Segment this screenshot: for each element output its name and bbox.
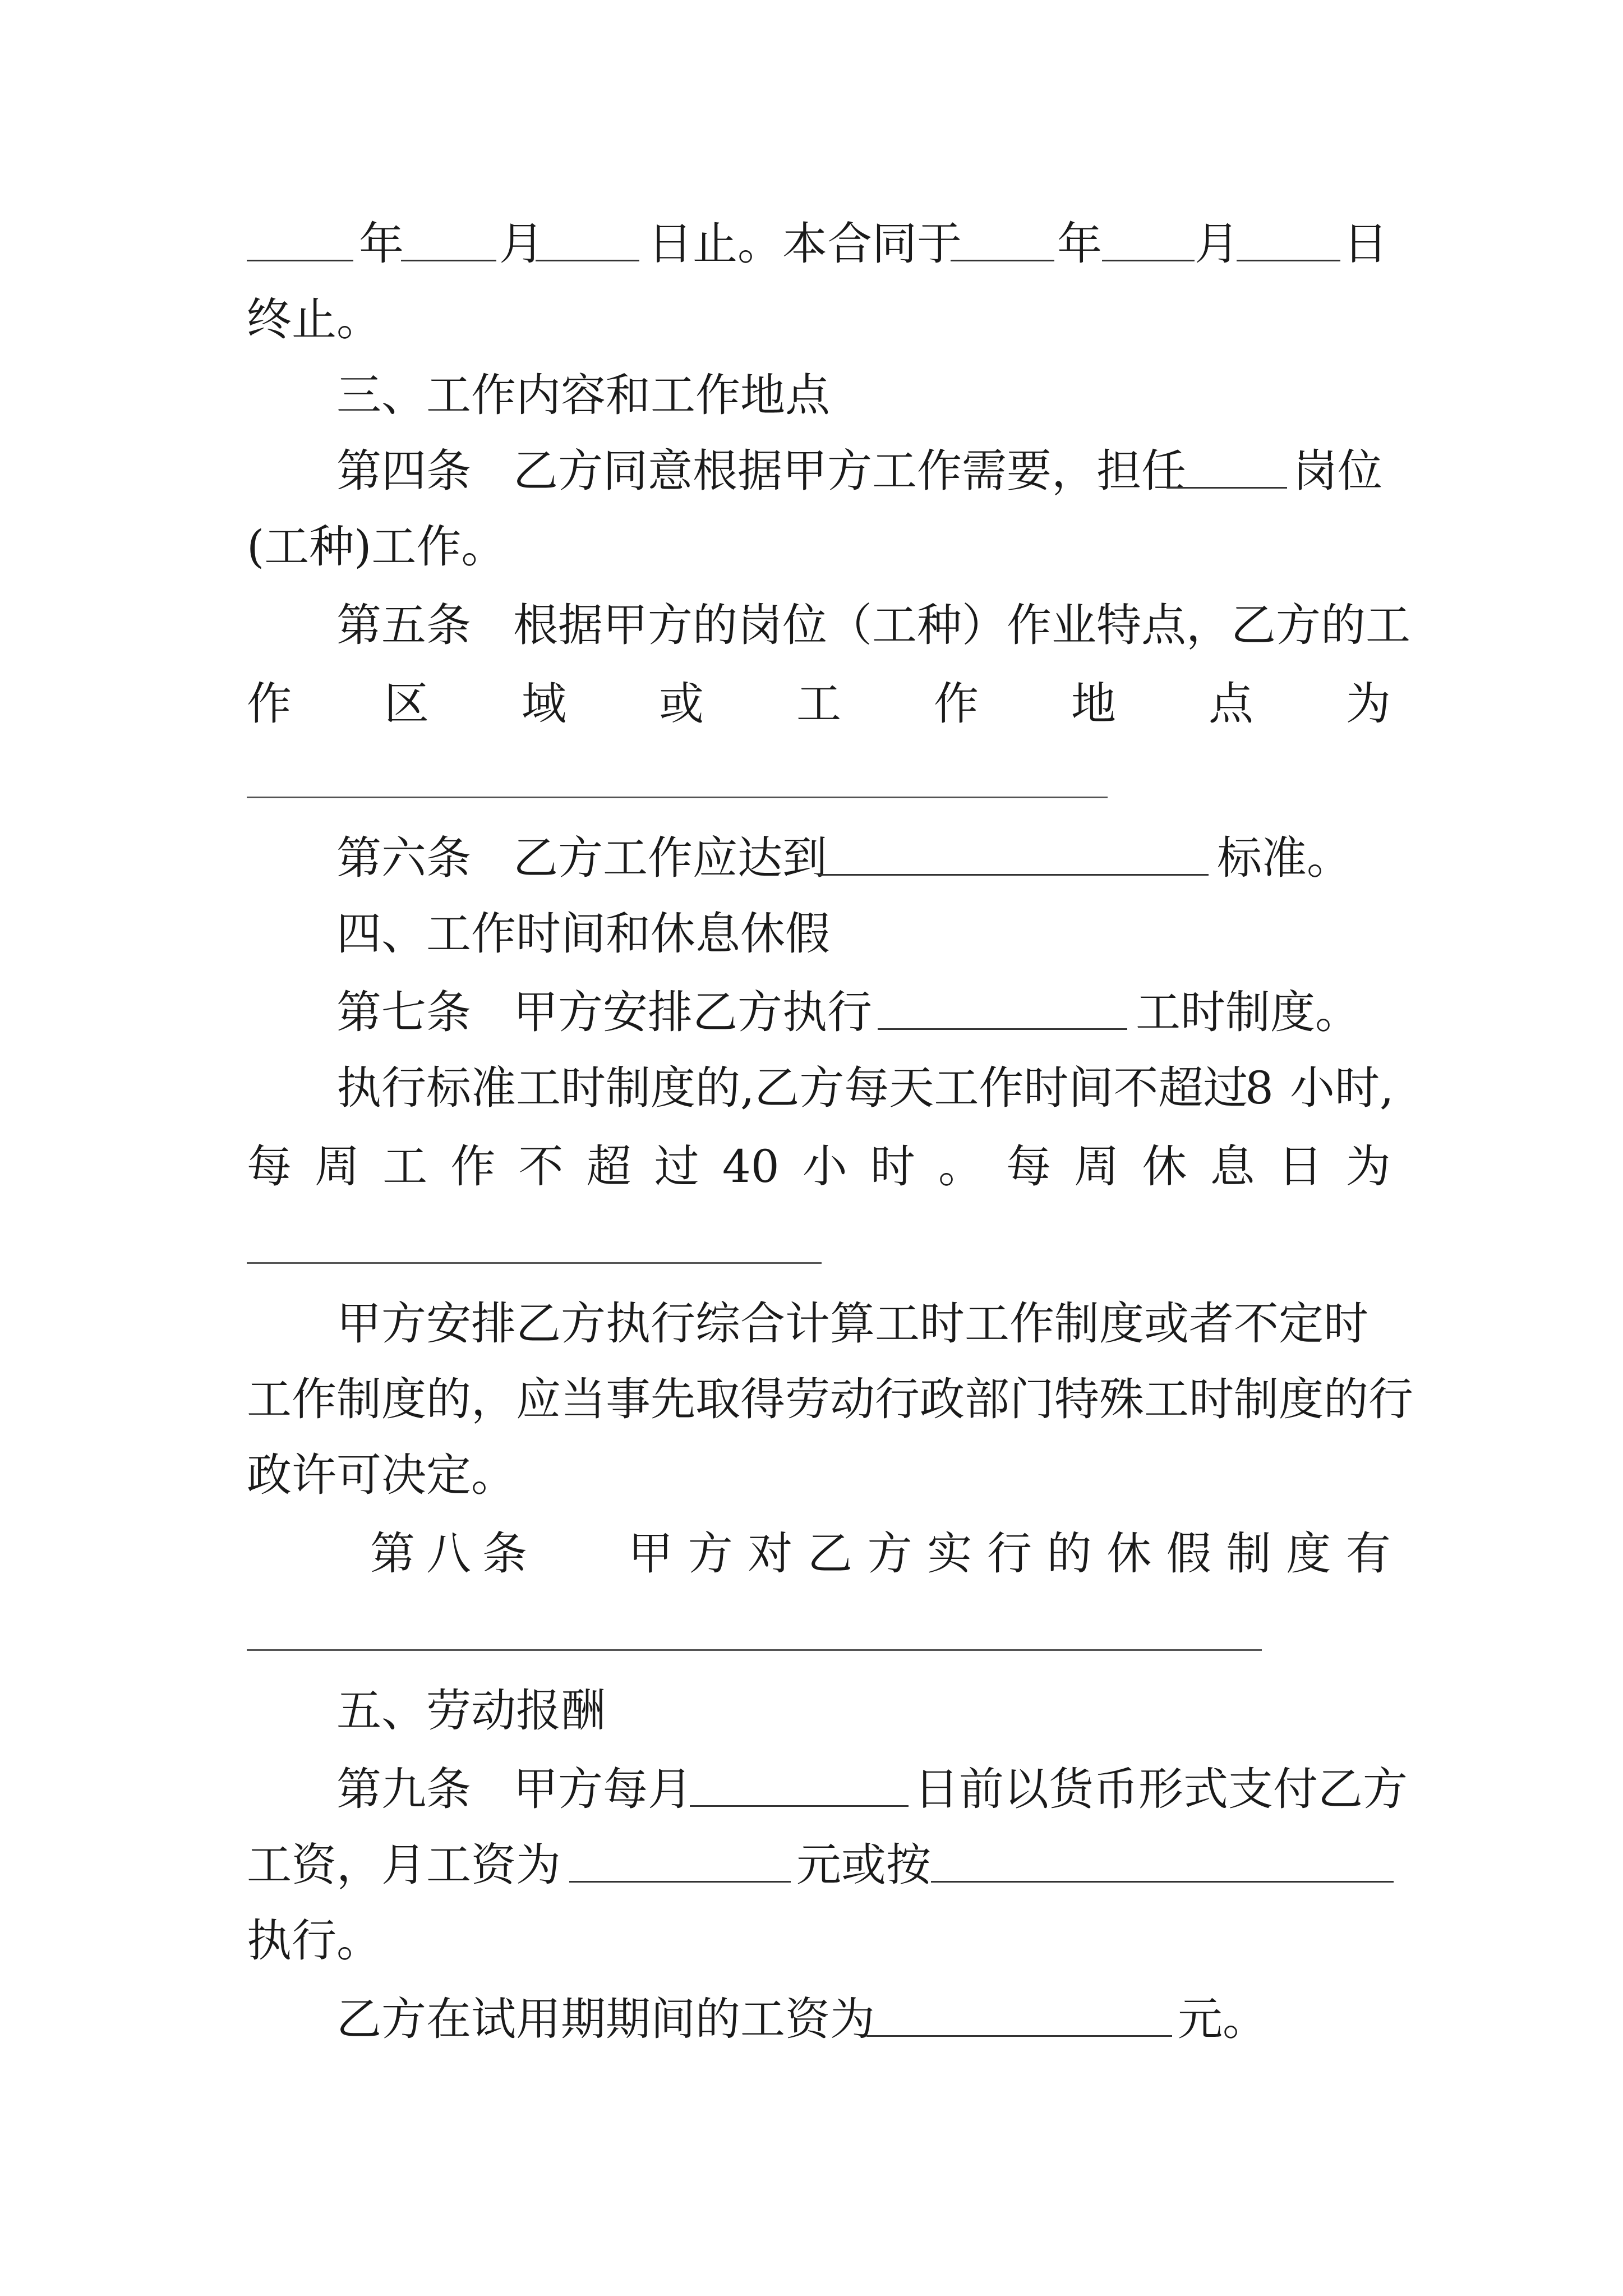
month-label-2: 月 — [1195, 218, 1239, 270]
salary-unit-text: 元或按 — [796, 1839, 931, 1891]
spread-char: 小 — [802, 1140, 847, 1193]
spread-char: 作 — [247, 678, 292, 730]
spread-char: 每 — [247, 1140, 292, 1193]
spread-char: 作 — [934, 678, 979, 730]
spread-char: 为 — [1345, 1140, 1391, 1193]
article-9-text-2: 日前以货币形式支付乙方 — [914, 1763, 1408, 1815]
section-5-title: 五、劳动报酬 — [336, 1685, 606, 1737]
blank-year[interactable] — [247, 260, 353, 261]
day-end-text: 日止。本合同于 — [648, 218, 962, 270]
hours-unit: 小时, — [1290, 1062, 1394, 1114]
blank-salary-basis[interactable] — [931, 1881, 1394, 1883]
spread-char: 点 — [1209, 678, 1253, 730]
spread-char: 时 — [870, 1140, 915, 1193]
spread-char: 制 — [1226, 1527, 1271, 1580]
article-7-label: 第七条 — [336, 986, 471, 1038]
article-4-text-2: 岗位 — [1293, 445, 1382, 497]
blank-year-2[interactable] — [951, 260, 1054, 261]
termination-text: 终止。 — [247, 293, 381, 346]
special-hours-text-1: 甲方安排乙方执行综合计算工时工作制度或者不定时 — [336, 1297, 1368, 1350]
spread-char: 或 — [659, 678, 704, 730]
spread-char: 工 — [382, 1140, 428, 1193]
spread-char: 的 — [1046, 1527, 1092, 1580]
spread-char: 行 — [986, 1527, 1032, 1580]
blank-pay-day[interactable] — [690, 1805, 909, 1807]
spread-char: 方 — [688, 1527, 733, 1580]
blank-day[interactable] — [536, 260, 639, 261]
blank-position[interactable] — [1166, 487, 1287, 489]
blank-work-location[interactable] — [247, 797, 1108, 798]
spread-char: 休 — [1142, 1140, 1187, 1193]
spread-char: 为 — [1346, 678, 1391, 730]
spread-char: 方 — [867, 1527, 912, 1580]
year-label-2: 年 — [1057, 218, 1102, 270]
month-label: 月 — [499, 218, 544, 270]
section-3-title: 三、工作内容和工作地点 — [336, 369, 830, 421]
special-hours-text-3: 政许可决定。 — [247, 1449, 516, 1501]
spread-char: 条 — [482, 1527, 527, 1580]
article-8-label — [370, 1520, 527, 1588]
spread-char: 作 — [450, 1140, 496, 1193]
spread-char: 日 — [1278, 1140, 1323, 1193]
blank-work-standard[interactable] — [819, 874, 1209, 876]
spread-char: 。 — [938, 1140, 984, 1193]
spread-char: 第 — [370, 1527, 415, 1580]
spread-char: 度 — [1286, 1527, 1331, 1580]
section-4-title: 四、工作时间和休息休假 — [336, 908, 830, 960]
day-label-2: 日 — [1343, 218, 1388, 270]
article-9-label: 第九条 — [336, 1763, 471, 1815]
standard-hours-text: 执行标准工时制度的,乙方每天工作时间不超过 — [336, 1062, 1248, 1114]
probation-salary-unit: 元。 — [1178, 1993, 1267, 2045]
spread-char: 区 — [384, 678, 429, 730]
article-5-text: 根据甲方的岗位（工种）作业特点，乙方的工 — [513, 599, 1410, 651]
spread-char: 乙 — [807, 1527, 852, 1580]
blank-rest-day[interactable] — [247, 1262, 822, 1264]
article-6-label: 第六条 — [336, 832, 471, 884]
special-hours-text-2: 工作制度的，应当事先取得劳动行政部门特殊工时制度的行 — [247, 1373, 1413, 1425]
spread-char: 实 — [927, 1527, 972, 1580]
spread-char: 休 — [1106, 1527, 1152, 1580]
spread-char: 息 — [1210, 1140, 1255, 1193]
spread-char: 超 — [586, 1140, 631, 1193]
article-7-text-2: 工时制度。 — [1136, 986, 1360, 1038]
spread-char: 40 — [722, 1140, 780, 1193]
spread-char: 甲 — [628, 1527, 673, 1580]
spread-char: 假 — [1166, 1527, 1211, 1580]
blank-month[interactable] — [401, 260, 496, 261]
blank-leave-system[interactable] — [247, 1649, 1262, 1651]
article-6-text: 乙方工作应达到 — [513, 832, 827, 884]
article-7-text: 甲方安排乙方执行 — [513, 986, 872, 1038]
article-4-cont-text: (工种)工作。 — [247, 521, 506, 573]
spread-char: 周 — [1074, 1140, 1119, 1193]
standard-hours-spread — [247, 1133, 1391, 1200]
spread-char: 工 — [796, 678, 841, 730]
spread-char: 周 — [315, 1140, 360, 1193]
blank-monthly-salary[interactable] — [569, 1881, 791, 1883]
spread-char: 地 — [1071, 678, 1116, 730]
spread-char: 有 — [1345, 1527, 1391, 1580]
blank-month-2[interactable] — [1102, 260, 1195, 261]
article-4-label: 第四条 — [336, 445, 471, 497]
article-4-text: 乙方同意根据甲方工作需要，担任 — [513, 445, 1186, 497]
spread-char: 每 — [1006, 1140, 1052, 1193]
article-6-text-2: 标准。 — [1217, 832, 1352, 884]
blank-day-2[interactable] — [1237, 260, 1340, 261]
probation-salary-text: 乙方在试用期期间的工资为 — [336, 1993, 875, 2045]
article-5-spread — [247, 670, 1391, 738]
article-8-spread — [628, 1520, 1391, 1588]
spread-char: 过 — [654, 1140, 699, 1193]
article-9-text: 甲方每月 — [513, 1763, 693, 1815]
spread-char: 八 — [426, 1527, 471, 1580]
spread-char: 域 — [522, 678, 566, 730]
blank-probation-salary[interactable] — [866, 2035, 1172, 2037]
blank-work-hour-system[interactable] — [878, 1028, 1127, 1030]
year-label: 年 — [359, 218, 404, 270]
spread-char: 不 — [518, 1140, 564, 1193]
monthly-salary-text: 工资，月工资为 — [247, 1839, 561, 1891]
hours-number: 8 — [1245, 1062, 1274, 1114]
spread-char: 对 — [748, 1527, 793, 1580]
article-9-line-3-text: 执行。 — [247, 1915, 381, 1967]
article-5-label: 第五条 — [336, 599, 471, 651]
